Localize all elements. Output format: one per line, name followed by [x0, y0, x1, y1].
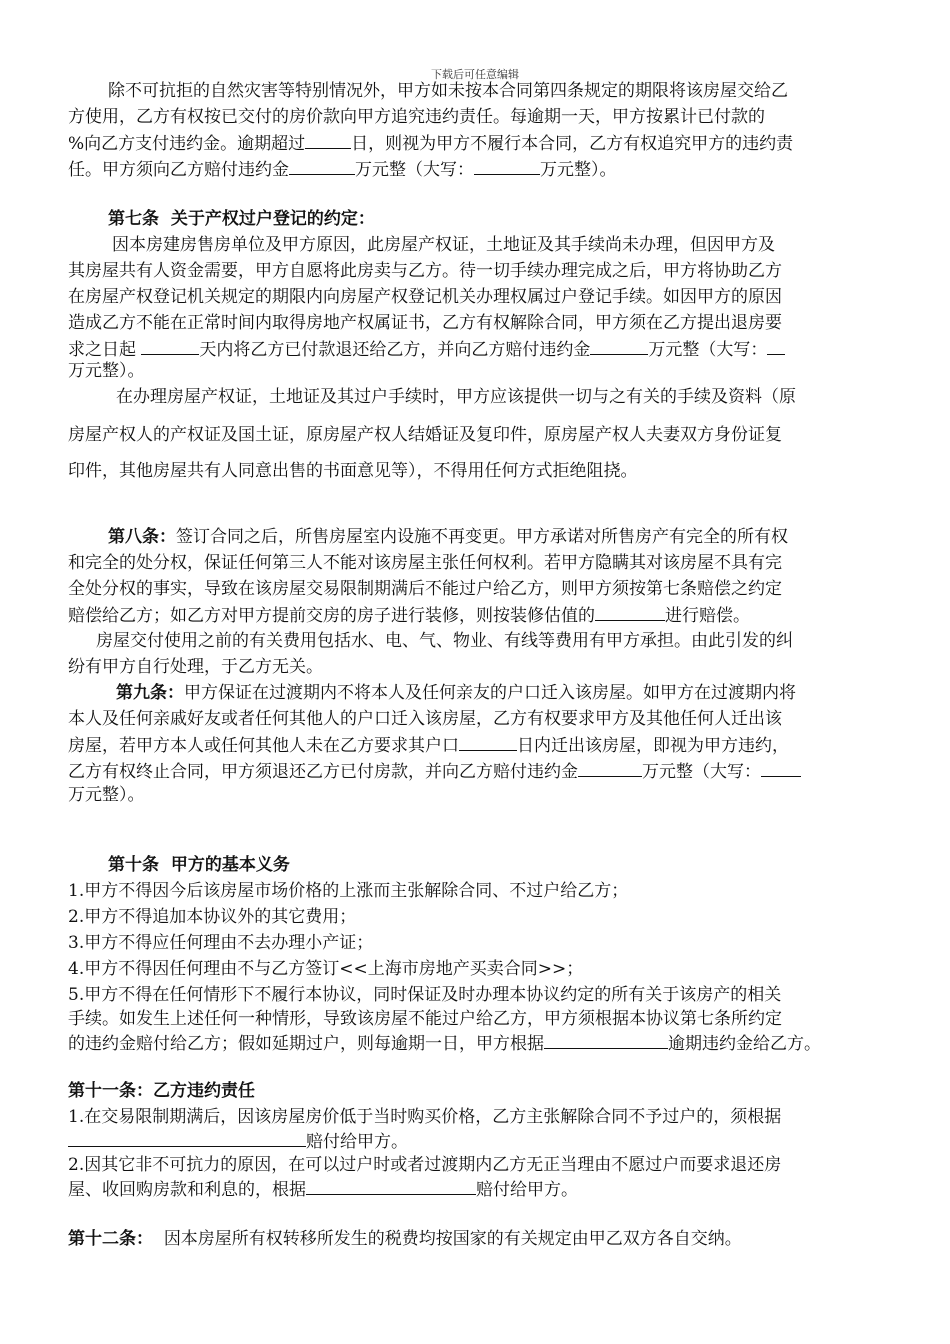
paragraph-line: 全处分权的事实，导致在该房屋交易限制期满后不能过户给乙方，则甲方须按第七条赔偿之约定	[68, 579, 782, 599]
paragraph-line: 在办理房屋产权证，土地证及其过户手续时，甲方应该提供一切与之有关的手续及资料（原	[116, 387, 796, 407]
text-segment: 万元整）。	[540, 160, 617, 180]
article-12-title: 第十二条：	[68, 1229, 153, 1249]
paragraph-line: 万元整）。	[68, 361, 145, 381]
paragraph-line: 印件，其他房屋共有人同意出售的书面意见等），不得用任何方式拒绝阻挠。	[68, 461, 638, 481]
paragraph-line: 纷有甲方自行处理，于乙方无关。	[68, 657, 323, 677]
text-segment: 屋、收回购房款和利息的，根据	[68, 1180, 306, 1200]
paragraph-line: 方使用，乙方有权按已交付的房价款向甲方追究违约责任。每逾期一天，甲方按累计已付款的	[68, 107, 765, 127]
article-11-title: 第十一条：乙方违约责任	[68, 1081, 255, 1101]
paragraph-line: 万元整）。	[68, 785, 145, 805]
paragraph-line	[68, 156, 617, 183]
paragraph-line: 造成乙方不能在正常时间内取得房地产权属证书，乙方有权解除合同，甲方须在乙方提出退房要	[68, 313, 782, 333]
text-segment: 日内迁出该房屋，即视为甲方违约，	[517, 736, 789, 756]
paragraph-line: 因本房建房售房单位及甲方原因，此房屋产权证，土地证及其手续尚未办理，但因甲方及	[112, 235, 775, 255]
blank-line	[306, 1176, 476, 1195]
paragraph-line: 房屋交付使用之前的有关费用包括水、电、气、物业、有线等费用有甲方承担。由此引发的纠	[96, 631, 793, 651]
list-item: 手续。如发生上述任何一种情形，导致该房屋不能过户给乙方，甲方须根据本协议第七条所约定	[68, 1009, 782, 1029]
paragraph-line: 和完全的处分权，保证任何第三人不能对该房屋主张任何权利。若甲方隐瞒其对该房屋不具有完	[68, 553, 782, 573]
paragraph-line: 房屋产权人的产权证及国土证，原房屋产权人结婚证及复印件，原房屋产权人夫妻双方身份证复	[68, 425, 782, 445]
paragraph-line	[68, 130, 793, 157]
text-segment: 签订合同之后，所售房屋室内设施不再变更。甲方承诺对所售房产有完全的所有权	[176, 527, 788, 547]
text-segment: 万元整（大写：	[642, 762, 761, 782]
article-10-title: 第十条 甲方的基本义务	[108, 855, 290, 875]
blank-line	[305, 130, 351, 149]
paragraph-line: 除不可抗拒的自然灾害等特别情况外，甲方如未按本合同第四条规定的期限将该房屋交给乙	[108, 81, 788, 101]
text-segment: 万元整（大写：	[648, 340, 768, 360]
text-segment: 任。甲方须向乙方赔付违约金	[68, 160, 289, 180]
blank-line	[595, 602, 665, 621]
blank-line	[459, 732, 517, 751]
text-segment: 乙方有权终止合同，甲方须退还乙方已付房款，并向乙方赔付违约金	[68, 762, 578, 782]
list-item: 2.甲方不得追加本协议外的其它费用；	[68, 907, 357, 927]
blank-line	[474, 156, 540, 175]
paragraph-line	[68, 1226, 742, 1252]
blank-line	[767, 336, 785, 355]
text-segment: 因本房屋所有权转移所发生的税费均按国家的有关规定由甲乙双方各自交纳。	[163, 1229, 742, 1249]
list-item: 4.甲方不得因任何理由不与乙方签订<<上海市房地产买卖合同>>；	[68, 959, 584, 979]
text-segment: 的违约金赔付给乙方；假如延期过户，则每逾期一日，甲方根据	[68, 1034, 544, 1054]
blank-line	[590, 336, 648, 355]
paragraph-line	[68, 758, 801, 785]
paragraph-line	[68, 732, 789, 759]
paragraph-line: 在房屋产权登记机关规定的期限内向房屋产权登记机关办理权属过户登记手续。如因甲方的原因	[68, 287, 782, 307]
text-segment: 赔付给甲方。	[306, 1132, 408, 1152]
blank-line	[578, 758, 642, 777]
paragraph-line	[116, 680, 796, 706]
text-segment: 赔付给甲方。	[476, 1180, 578, 1200]
text-segment: 求之日起	[68, 340, 136, 360]
paragraph-line	[68, 602, 750, 629]
article-8-title: 第八条：	[108, 527, 176, 547]
list-item: 1.在交易限制期满后，因该房屋房价低于当时购买价格，乙方主张解除合同不予过户的，须根据	[68, 1107, 782, 1127]
paragraph-line	[68, 336, 785, 363]
list-item: 5.甲方不得在任何情形下不履行本协议，同时保证及时办理本协议约定的所有关于该房产的相关	[68, 985, 782, 1005]
list-item: 1.甲方不得因今后该房屋市场价格的上涨而主张解除合同、不过户给乙方；	[68, 881, 629, 901]
list-item	[68, 1030, 821, 1057]
blank-line	[141, 336, 199, 355]
text-segment: 天内将乙方已付款退还给乙方，并向乙方赔付违约金	[199, 340, 591, 360]
paragraph-line	[108, 524, 788, 550]
blank-line	[289, 156, 355, 175]
paragraph-line: 本人及任何亲戚好友或者任何其他人的户口迁入该房屋，乙方有权要求甲方及其他任何人迁出该	[68, 709, 782, 729]
page-header: 下载后可任意编辑	[431, 68, 519, 81]
list-item: 2.因其它非不可抗力的原因，在可以过户时或者过渡期内乙方无正当理由不愿过户而要求退还房	[68, 1155, 782, 1175]
text-segment: 逾期违约金给乙方。	[668, 1034, 821, 1054]
article-7-title: 第七条 关于产权过户登记的约定：	[108, 209, 375, 229]
list-item	[68, 1176, 578, 1203]
article-9-title: 第九条：	[116, 683, 184, 703]
paragraph-line: 其房屋共有人资金需要，甲方自愿将此房卖与乙方。待一切手续办理完成之后，甲方将协助乙方	[68, 261, 782, 281]
text-segment: 日，则视为甲方不履行本合同，乙方有权追究甲方的违约责	[351, 134, 794, 154]
list-item: 3.甲方不得应任何理由不去办理小产证；	[68, 933, 374, 953]
blank-line	[544, 1030, 668, 1049]
text-segment: 甲方保证在过渡期内不将本人及任何亲友的户口迁入该房屋。如甲方在过渡期内将	[184, 683, 796, 703]
text-segment: 赔偿给乙方；如乙方对甲方提前交房的房子进行装修，则按装修估值的	[68, 606, 595, 626]
text-segment: 万元整（大写：	[355, 160, 474, 180]
blank-line	[68, 1128, 306, 1147]
list-item	[68, 1128, 408, 1155]
text-segment: 房屋，若甲方本人或任何其他人未在乙方要求其户口	[68, 736, 459, 756]
text-segment: 进行赔偿。	[665, 606, 750, 626]
text-segment: %向乙方支付违约金。逾期超过	[68, 134, 306, 154]
blank-line	[761, 758, 801, 777]
